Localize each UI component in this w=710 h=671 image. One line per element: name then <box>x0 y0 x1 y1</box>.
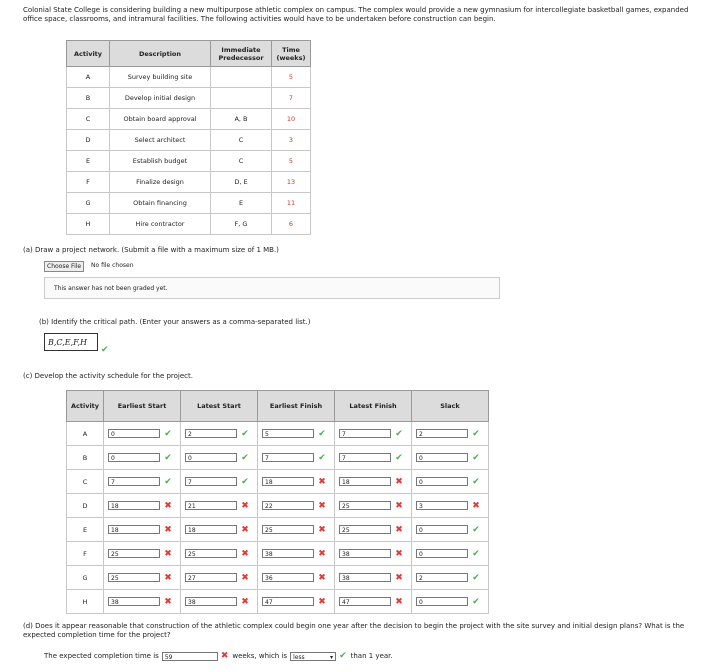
part-c-question: (c) Develop the activity schedule for the project. <box>23 372 193 380</box>
table-row <box>67 494 489 518</box>
cell-earliest-finish <box>258 566 335 590</box>
cross-icon: ✖ <box>318 548 326 559</box>
answer-cell <box>262 573 330 583</box>
cell-latest-finish <box>335 446 412 470</box>
check-icon: ✔ <box>164 428 172 439</box>
earliest-finish-input[interactable]: 7 <box>262 453 314 462</box>
cell-activity: D <box>67 130 110 151</box>
table-row <box>67 422 489 446</box>
earliest-start-input[interactable]: 25 <box>108 573 160 582</box>
check-icon: ✔ <box>472 524 480 535</box>
answer-cell <box>416 501 484 511</box>
latest-finish-input[interactable]: 38 <box>339 549 391 558</box>
answer-cell <box>185 429 253 439</box>
cell-time: 10 <box>272 109 311 130</box>
cell-slack <box>412 446 489 470</box>
cell-latest-start <box>181 518 258 542</box>
answer-cell <box>185 549 253 559</box>
cell-activity: B <box>67 446 104 470</box>
earliest-start-input[interactable]: 25 <box>108 549 160 558</box>
earliest-finish-input[interactable]: 47 <box>262 597 314 606</box>
cell-latest-start <box>181 566 258 590</box>
answer-cell <box>416 549 484 559</box>
cell-description: Select architect <box>110 130 211 151</box>
answer-cell <box>339 525 407 535</box>
col-earliest-start: Earliest Start <box>104 391 181 422</box>
cell-earliest-start <box>104 542 181 566</box>
slack-input[interactable]: 0 <box>416 525 468 534</box>
cell-slack <box>412 590 489 614</box>
latest-finish-input[interactable]: 25 <box>339 525 391 534</box>
earliest-finish-input[interactable]: 18 <box>262 477 314 486</box>
cross-icon: ✖ <box>241 524 249 535</box>
table-row <box>67 88 311 109</box>
earliest-start-input[interactable]: 38 <box>108 597 160 606</box>
cell-activity: E <box>67 518 104 542</box>
intro-text: Colonial State College is considering building a new multipurpose athletic complex on campus. The complex would provide a new gymnasium for intercollegiate basketball games, expanded office space, classrooms, and intramural facilities. The following activities would have to be undertaken before construction can begin. <box>23 6 689 23</box>
cell-latest-finish <box>335 494 412 518</box>
part-d-middle: weeks, which is <box>232 652 288 660</box>
table-row <box>67 109 311 130</box>
critical-path-input[interactable]: B,C,E,F,H <box>44 333 98 351</box>
cross-icon: ✖ <box>318 500 326 511</box>
cross-icon: ✖ <box>164 524 172 535</box>
cell-predecessor: C <box>211 151 272 172</box>
table-row <box>67 130 311 151</box>
answer-cell <box>339 477 407 487</box>
answer-cell <box>262 597 330 607</box>
latest-finish-input[interactable]: 18 <box>339 477 391 486</box>
answer-cell <box>416 429 484 439</box>
cross-icon: ✖ <box>220 651 229 661</box>
cell-activity: E <box>67 151 110 172</box>
latest-finish-input[interactable]: 7 <box>339 429 391 438</box>
table-row <box>67 566 489 590</box>
answer-cell <box>339 573 407 583</box>
earliest-start-input[interactable]: 18 <box>108 525 160 534</box>
check-icon: ✔ <box>164 476 172 487</box>
answer-cell <box>108 429 176 439</box>
cross-icon: ✖ <box>318 572 326 583</box>
check-icon: ✔ <box>472 572 480 583</box>
cell-predecessor: D, E <box>211 172 272 193</box>
answer-cell <box>108 453 176 463</box>
cell-earliest-finish <box>258 542 335 566</box>
cell-latest-start <box>181 422 258 446</box>
part-d-question: (d) Does it appear reasonable that construction of the athletic complex could begin one year after the decision to begin the project with the site survey and initial design plans? What is the expected completion time for the project? <box>23 622 685 639</box>
cell-time: 13 <box>272 172 311 193</box>
cross-icon: ✖ <box>241 548 249 559</box>
choose-file-button[interactable]: Choose File <box>44 261 84 272</box>
slack-input[interactable]: 0 <box>416 597 468 606</box>
latest-start-input[interactable]: 0 <box>185 453 237 462</box>
col-time: Time (weeks) <box>272 41 311 67</box>
answer-cell <box>416 573 484 583</box>
answer-cell <box>339 597 407 607</box>
answer-cell <box>108 477 176 487</box>
earliest-finish-input[interactable]: 22 <box>262 501 314 510</box>
cell-earliest-start <box>104 518 181 542</box>
cell-predecessor: F, G <box>211 214 272 235</box>
slack-input[interactable]: 0 <box>416 549 468 558</box>
table-row <box>67 590 489 614</box>
answer-cell <box>108 573 176 583</box>
cell-earliest-finish <box>258 422 335 446</box>
col-earliest-finish: Earliest Finish <box>258 391 335 422</box>
cell-time: 11 <box>272 193 311 214</box>
cell-activity: A <box>67 422 104 446</box>
cell-predecessor: C <box>211 130 272 151</box>
cross-icon: ✖ <box>395 524 403 535</box>
earliest-start-input[interactable]: 7 <box>108 477 160 486</box>
cell-latest-finish <box>335 542 412 566</box>
earliest-finish-input[interactable]: 5 <box>262 429 314 438</box>
cell-time: 5 <box>272 151 311 172</box>
part-d-prefix: The expected completion time is <box>44 652 159 660</box>
check-icon: ✔ <box>318 428 326 439</box>
table-row <box>67 542 489 566</box>
cross-icon: ✖ <box>318 596 326 607</box>
check-icon: ✔ <box>318 452 326 463</box>
cell-slack <box>412 542 489 566</box>
cell-latest-finish <box>335 518 412 542</box>
cross-icon: ✖ <box>164 500 172 511</box>
cell-latest-start <box>181 542 258 566</box>
check-icon: ✔ <box>164 452 172 463</box>
cell-slack <box>412 566 489 590</box>
check-icon: ✔ <box>472 428 480 439</box>
answer-cell <box>262 525 330 535</box>
col-predecessor: Immediate Predecessor <box>211 41 272 67</box>
answer-cell <box>339 429 407 439</box>
earliest-finish-input[interactable]: 25 <box>262 525 314 534</box>
check-icon: ✔ <box>241 476 249 487</box>
earliest-finish-input[interactable]: 36 <box>262 573 314 582</box>
cell-description: Develop initial design <box>110 88 211 109</box>
check-icon: ✔ <box>339 651 347 661</box>
answer-cell <box>262 429 330 439</box>
cell-activity: A <box>67 67 110 88</box>
answer-cell <box>339 549 407 559</box>
answer-cell <box>185 573 253 583</box>
latest-finish-input[interactable]: 25 <box>339 501 391 510</box>
answer-cell <box>185 597 253 607</box>
cell-earliest-start <box>104 566 181 590</box>
comparison-select[interactable] <box>290 652 336 661</box>
slack-input[interactable]: 0 <box>416 453 468 462</box>
cell-activity: D <box>67 494 104 518</box>
cell-predecessor <box>211 88 272 109</box>
table-row <box>67 193 311 214</box>
answer-cell <box>108 549 176 559</box>
cell-time: 7 <box>272 88 311 109</box>
cell-activity: H <box>67 214 110 235</box>
cell-description: Obtain financing <box>110 193 211 214</box>
cell-description: Obtain board approval <box>110 109 211 130</box>
cell-earliest-start <box>104 422 181 446</box>
answer-cell <box>185 453 253 463</box>
cell-activity: G <box>67 566 104 590</box>
part-b-question: (b) Identify the critical path. (Enter your answers as a comma-separated list.) <box>39 318 311 326</box>
latest-finish-input[interactable]: 47 <box>339 597 391 606</box>
cell-slack <box>412 518 489 542</box>
col-slack: Slack <box>412 391 489 422</box>
table-row <box>67 172 311 193</box>
answer-cell <box>185 477 253 487</box>
check-icon: ✔ <box>472 476 480 487</box>
cell-latest-finish <box>335 566 412 590</box>
slack-input[interactable]: 3 <box>416 501 468 510</box>
cell-latest-finish <box>335 590 412 614</box>
cross-icon: ✖ <box>164 548 172 559</box>
cross-icon: ✖ <box>241 596 249 607</box>
cross-icon: ✖ <box>395 572 403 583</box>
answer-cell <box>416 597 484 607</box>
check-icon: ✔ <box>395 452 403 463</box>
answer-cell <box>339 453 407 463</box>
slack-input[interactable]: 2 <box>416 573 468 582</box>
file-status: No file chosen <box>91 262 134 269</box>
part-d-answer-line <box>44 651 393 661</box>
answer-cell <box>108 597 176 607</box>
cell-activity: G <box>67 193 110 214</box>
check-icon: ✔ <box>395 428 403 439</box>
table-row <box>67 151 311 172</box>
cross-icon: ✖ <box>318 476 326 487</box>
cell-slack <box>412 422 489 446</box>
cell-activity: B <box>67 88 110 109</box>
answer-cell <box>262 477 330 487</box>
slack-input[interactable]: 0 <box>416 477 468 486</box>
answer-cell <box>185 525 253 535</box>
answer-cell <box>108 525 176 535</box>
cell-earliest-finish <box>258 446 335 470</box>
latest-start-input[interactable]: 21 <box>185 501 237 510</box>
earliest-start-input[interactable]: 0 <box>108 429 160 438</box>
slack-input[interactable]: 2 <box>416 429 468 438</box>
col-activity: Activity <box>67 41 110 67</box>
cell-latest-start <box>181 446 258 470</box>
answer-cell <box>339 501 407 511</box>
answer-cell <box>262 549 330 559</box>
cell-earliest-start <box>104 446 181 470</box>
cross-icon: ✖ <box>318 524 326 535</box>
check-icon: ✔ <box>101 345 109 355</box>
cell-latest-start <box>181 494 258 518</box>
cell-predecessor <box>211 67 272 88</box>
latest-start-input[interactable]: 25 <box>185 549 237 558</box>
col-latest-start: Latest Start <box>181 391 258 422</box>
cross-icon: ✖ <box>164 572 172 583</box>
latest-start-input[interactable]: 27 <box>185 573 237 582</box>
completion-time-input[interactable]: 59 <box>162 652 218 661</box>
cell-latest-start <box>181 470 258 494</box>
cell-description: Establish budget <box>110 151 211 172</box>
cell-earliest-start <box>104 494 181 518</box>
cell-slack <box>412 494 489 518</box>
answer-cell <box>416 453 484 463</box>
table-row <box>67 67 311 88</box>
cell-earliest-finish <box>258 518 335 542</box>
col-activity: Activity <box>67 391 104 422</box>
table-row <box>67 214 311 235</box>
cell-activity: C <box>67 470 104 494</box>
earliest-start-input[interactable]: 18 <box>108 501 160 510</box>
activities-table <box>66 40 311 235</box>
part-a-question: (a) Draw a project network. (Submit a file with a maximum size of 1 MB.) <box>23 246 279 254</box>
cell-earliest-finish <box>258 590 335 614</box>
cross-icon: ✖ <box>395 596 403 607</box>
answer-cell <box>416 525 484 535</box>
cell-time: 3 <box>272 130 311 151</box>
part-d-suffix: than 1 year. <box>350 652 393 660</box>
cell-earliest-start <box>104 470 181 494</box>
cell-earliest-start <box>104 590 181 614</box>
latest-finish-input[interactable]: 7 <box>339 453 391 462</box>
answer-cell <box>185 501 253 511</box>
cell-activity: F <box>67 542 104 566</box>
earliest-finish-input[interactable]: 38 <box>262 549 314 558</box>
table-row <box>67 470 489 494</box>
cell-time: 5 <box>272 67 311 88</box>
latest-start-input[interactable]: 2 <box>185 429 237 438</box>
answer-cell <box>108 501 176 511</box>
cell-description: Hire contractor <box>110 214 211 235</box>
check-icon: ✔ <box>472 548 480 559</box>
answer-cell <box>416 477 484 487</box>
cell-activity: C <box>67 109 110 130</box>
check-icon: ✔ <box>472 452 480 463</box>
table-row <box>67 518 489 542</box>
col-latest-finish: Latest Finish <box>335 391 412 422</box>
cell-time: 6 <box>272 214 311 235</box>
check-icon: ✔ <box>241 428 249 439</box>
latest-start-input[interactable]: 18 <box>185 525 237 534</box>
cell-description: Survey building site <box>110 67 211 88</box>
cross-icon: ✖ <box>241 500 249 511</box>
schedule-table <box>66 390 489 614</box>
cross-icon: ✖ <box>395 548 403 559</box>
cell-latest-finish <box>335 422 412 446</box>
cell-predecessor: A, B <box>211 109 272 130</box>
table-row <box>67 446 489 470</box>
cell-latest-start <box>181 590 258 614</box>
cell-description: Finalize design <box>110 172 211 193</box>
graded-note: This answer has not been graded yet. <box>44 277 500 299</box>
cell-earliest-finish <box>258 470 335 494</box>
check-icon: ✔ <box>472 596 480 607</box>
latest-start-input[interactable]: 7 <box>185 477 237 486</box>
cell-slack <box>412 470 489 494</box>
cross-icon: ✖ <box>395 500 403 511</box>
cross-icon: ✖ <box>164 596 172 607</box>
cell-latest-finish <box>335 470 412 494</box>
cross-icon: ✖ <box>395 476 403 487</box>
col-description: Description <box>110 41 211 67</box>
check-icon: ✔ <box>241 452 249 463</box>
chevron-down-icon: ▾ <box>330 653 334 661</box>
earliest-start-input[interactable]: 0 <box>108 453 160 462</box>
cell-activity: H <box>67 590 104 614</box>
latest-finish-input[interactable]: 38 <box>339 573 391 582</box>
cross-icon: ✖ <box>241 572 249 583</box>
latest-start-input[interactable]: 38 <box>185 597 237 606</box>
answer-cell <box>262 453 330 463</box>
cell-predecessor: E <box>211 193 272 214</box>
cross-icon: ✖ <box>472 500 480 511</box>
cell-earliest-finish <box>258 494 335 518</box>
comparison-select-value: less <box>293 653 305 661</box>
cell-activity: F <box>67 172 110 193</box>
answer-cell <box>262 501 330 511</box>
